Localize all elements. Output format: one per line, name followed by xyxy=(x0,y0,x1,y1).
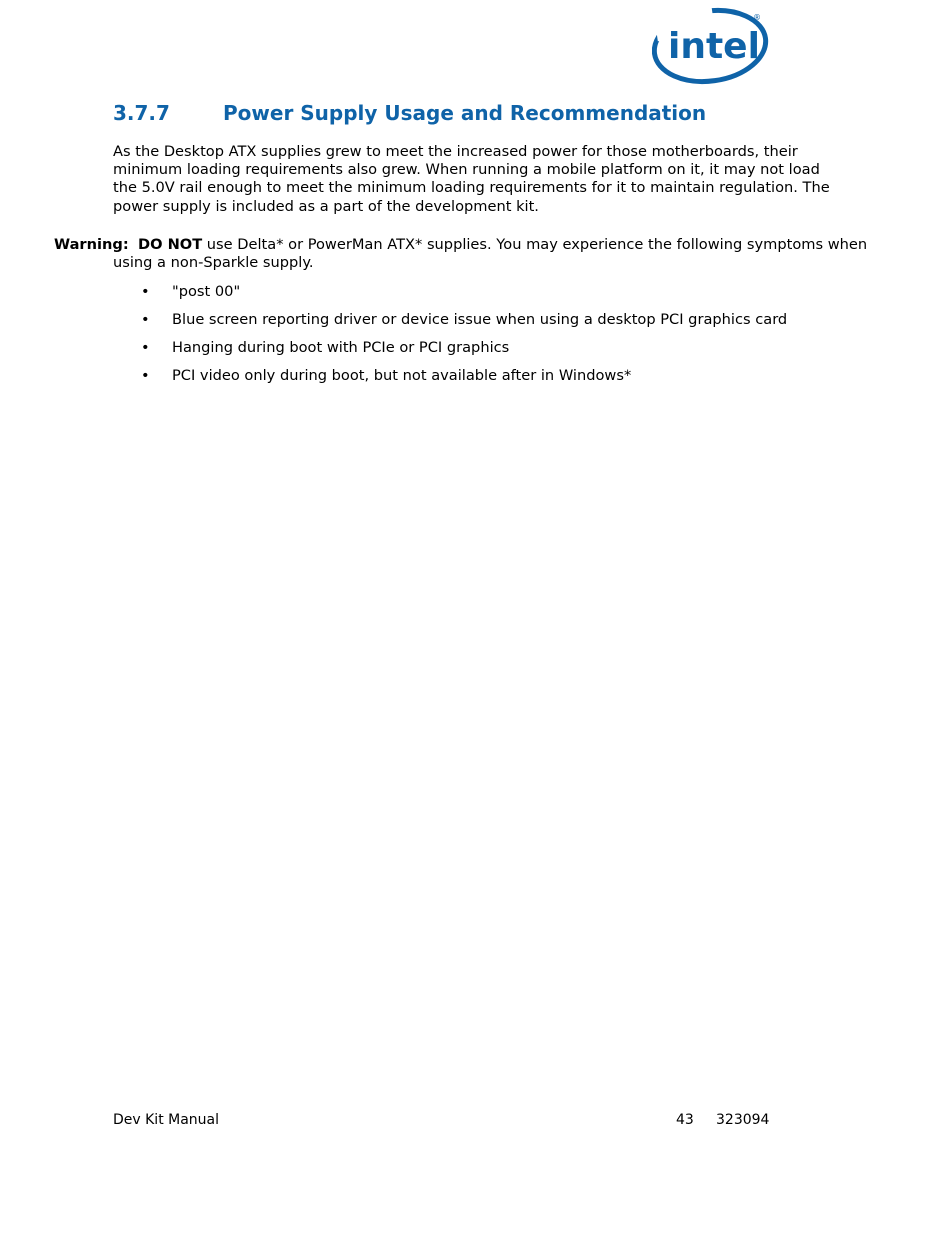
body-paragraph: As the Desktop ATX supplies grew to meet the increased power for those motherboards, their minimum loading requirements also grew. When running a mobile platform on it, it may not load the 5.0V rail enough to meet the minimum loading requirements for it to maintain regulation. The power supply is included as a part of the development kit. xyxy=(113,143,830,215)
warning-text: use Delta* or PowerMan ATX* supplies. You may experience the following symptoms when using a non-Sparkle supply. xyxy=(113,236,868,272)
section-number: 3.7.7 xyxy=(113,101,170,125)
list-item-text: PCI video only during boot, but not available after in Windows* xyxy=(172,367,632,384)
section-title: Power Supply Usage and Recommendation xyxy=(223,101,707,125)
footer-title: Dev Kit Manual xyxy=(113,1112,220,1128)
bullet-icon: • xyxy=(141,367,150,384)
list-item xyxy=(113,310,787,338)
list-item xyxy=(113,282,787,310)
warning-note xyxy=(54,236,893,272)
list-item xyxy=(113,366,787,394)
symptom-list xyxy=(113,282,787,394)
bullet-icon: • xyxy=(141,283,150,300)
footer-page-number: 43 xyxy=(676,1112,694,1128)
list-item xyxy=(113,338,787,366)
intel-logo-text: intel xyxy=(668,26,760,67)
footer-doc-number: 323094 xyxy=(716,1112,770,1128)
section-heading xyxy=(113,101,706,125)
svg-text:®: ® xyxy=(753,13,761,22)
warning-emphasis: DO NOT xyxy=(137,236,203,253)
list-item-text: "post 00" xyxy=(172,283,241,300)
list-item-text: Blue screen reporting driver or device issue when using a desktop PCI graphics card xyxy=(172,311,788,328)
bullet-icon: • xyxy=(141,339,150,356)
intel-logo xyxy=(652,6,772,86)
warning-label: Warning: xyxy=(54,236,129,253)
bullet-icon: • xyxy=(141,311,150,328)
list-item-text: Hanging during boot with PCIe or PCI graphics xyxy=(172,339,510,356)
